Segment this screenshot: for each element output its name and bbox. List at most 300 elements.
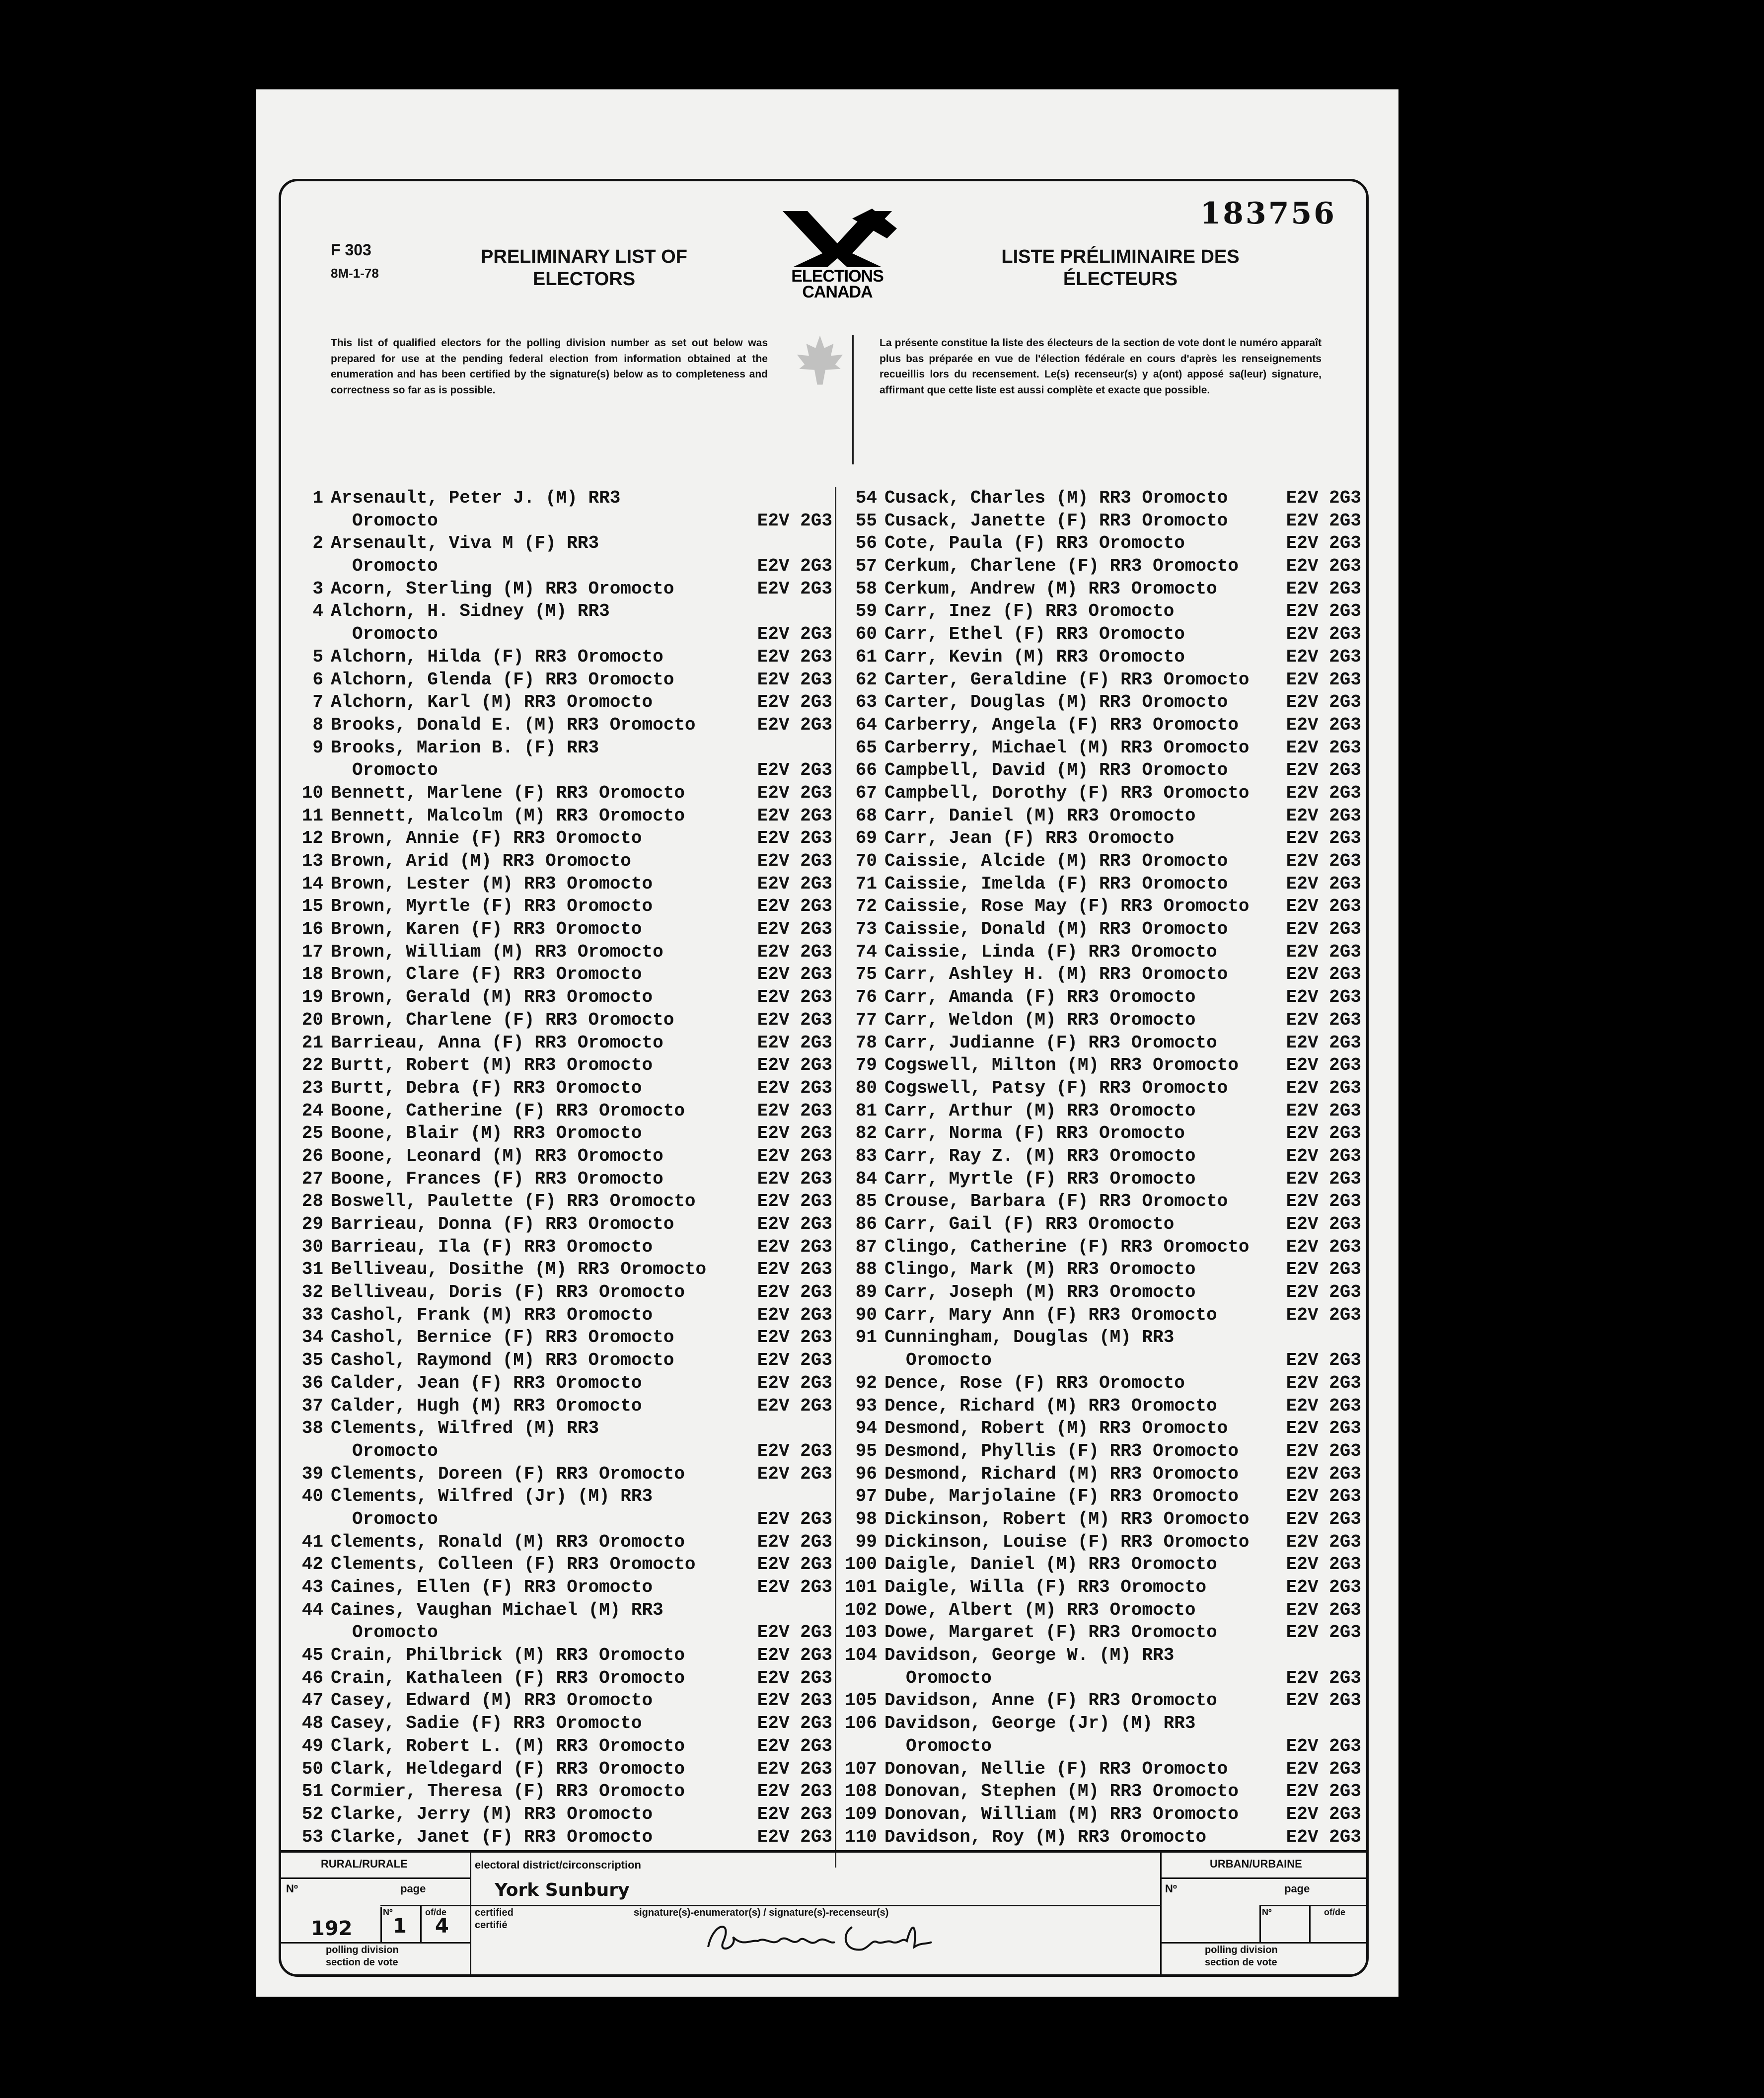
entry-line (294, 1077, 840, 1100)
postal-code: E2V 2G3 (757, 1781, 832, 1802)
entry-line (294, 691, 840, 714)
entry-line (842, 578, 1369, 600)
form-code: F 303 (331, 241, 371, 259)
elector-name: Carr, Weldon (M) RR3 Oromocto (884, 1009, 1196, 1030)
elector-name: Brown, Lester (M) RR3 Oromocto (331, 873, 653, 894)
entry-line (842, 691, 1369, 714)
elector-number: 34 (301, 1327, 323, 1348)
elector-entry (842, 1213, 1369, 1236)
postal-code: E2V 2G3 (757, 1214, 832, 1234)
elector-entry (294, 1576, 840, 1599)
postal-code: E2V 2G3 (1286, 1055, 1361, 1076)
postal-code: E2V 2G3 (1286, 1077, 1361, 1098)
urban-rule-2 (1259, 1905, 1369, 1906)
elector-entry (294, 1463, 840, 1486)
postal-code: E2V 2G3 (1286, 1486, 1361, 1507)
elector-entry (842, 1009, 1369, 1032)
postal-code: E2V 2G3 (1286, 1554, 1361, 1575)
elector-name: Davidson, George W. (M) RR3 (884, 1645, 1175, 1666)
elector-name: Brown, Annie (F) RR3 Oromocto (331, 828, 642, 849)
elector-number: 108 (845, 1781, 877, 1802)
elector-number: 75 (855, 964, 877, 985)
postal-code: E2V 2G3 (1286, 1803, 1361, 1824)
elector-entry (294, 1077, 840, 1100)
postal-code: E2V 2G3 (1286, 1236, 1361, 1257)
page-number: 1 (393, 1915, 407, 1938)
elector-entry (842, 941, 1369, 964)
elector-entry (842, 1168, 1369, 1191)
entry-line (842, 1576, 1369, 1599)
elector-entry (294, 1100, 840, 1123)
urban-vrule (1259, 1905, 1261, 1942)
entry-line (294, 805, 840, 827)
entry-line (842, 1236, 1369, 1259)
district-box: electoral district/circonscription York Sunbury certified certifié signature(s)-enumerator(s) / signature(s)-recenseur(s) (470, 1853, 1162, 1974)
entry-line (842, 669, 1369, 691)
elector-number: 63 (855, 692, 877, 713)
elector-entry (842, 1395, 1369, 1418)
elector-entry (842, 1190, 1369, 1213)
elector-number: 89 (855, 1282, 877, 1303)
enumerator-signature (703, 1912, 981, 1967)
postal-code: E2V 2G3 (757, 1735, 832, 1756)
elector-name: Caissie, Alcide (M) RR3 Oromocto (884, 851, 1228, 871)
electors-list (284, 487, 1366, 1868)
elector-entry (294, 941, 840, 964)
entry-line (842, 782, 1369, 805)
elector-number: 26 (301, 1145, 323, 1166)
elector-entry (294, 1122, 840, 1145)
elector-name: Belliveau, Doris (F) RR3 Oromocto (331, 1282, 685, 1303)
postal-code: E2V 2G3 (757, 1100, 832, 1121)
elector-name: Carr, Myrtle (F) RR3 Oromocto (884, 1168, 1196, 1189)
elector-number: 17 (301, 941, 323, 962)
entry-line (842, 555, 1369, 578)
entry-line (842, 1689, 1369, 1712)
electoral-district: York Sunbury (495, 1880, 630, 1900)
elector-entry (842, 873, 1369, 896)
postal-code: E2V 2G3 (1286, 1168, 1361, 1189)
elector-name: Burtt, Robert (M) RR3 Oromocto (331, 1055, 653, 1076)
elector-name: Casey, Sadie (F) RR3 Oromocto (331, 1713, 642, 1734)
elector-entry (842, 1758, 1369, 1781)
elector-number: 39 (301, 1463, 323, 1484)
entry-line (294, 578, 840, 600)
elector-entry (842, 600, 1369, 623)
elector-name: Caines, Ellen (F) RR3 Oromocto (331, 1577, 653, 1597)
elector-number: 31 (301, 1259, 323, 1280)
elector-address-continued: Oromocto (352, 556, 438, 577)
elector-number: 2 (312, 533, 323, 554)
postal-code: E2V 2G3 (1286, 851, 1361, 871)
intro-divider (852, 335, 854, 464)
elector-name: Carr, Gail (F) RR3 Oromocto (884, 1214, 1175, 1234)
maple-leaf-icon (793, 333, 847, 387)
elector-number: 62 (855, 669, 877, 690)
elector-entry (294, 714, 840, 737)
elector-name: Boone, Catherine (F) RR3 Oromocto (331, 1100, 685, 1121)
elector-number: 15 (301, 896, 323, 917)
elector-name: Dence, Rose (F) RR3 Oromocto (884, 1372, 1185, 1393)
rural-rule-3 (281, 1942, 470, 1944)
postal-code: E2V 2G3 (757, 578, 832, 599)
elector-number: 47 (301, 1690, 323, 1711)
postal-code: E2V 2G3 (757, 873, 832, 894)
elector-number: 95 (855, 1440, 877, 1461)
entry-line (294, 827, 840, 850)
elector-number: 84 (855, 1168, 877, 1189)
elector-number: 64 (855, 714, 877, 735)
entry-line (842, 714, 1369, 737)
postal-code: E2V 2G3 (757, 964, 832, 985)
elector-number: 80 (855, 1077, 877, 1098)
elector-name: Dence, Richard (M) RR3 Oromocto (884, 1395, 1217, 1416)
entry-line (294, 555, 840, 578)
elector-name: Clarke, Jerry (M) RR3 Oromocto (331, 1803, 653, 1824)
elector-number: 35 (301, 1350, 323, 1371)
elector-name: Cogswell, Patsy (F) RR3 Oromocto (884, 1077, 1228, 1098)
elector-number: 69 (855, 828, 877, 849)
entry-line (294, 1258, 840, 1281)
elector-entry (842, 691, 1369, 714)
elector-entry (294, 1032, 840, 1054)
elector-name: Carr, Amanda (F) RR3 Oromocto (884, 987, 1196, 1008)
postal-code: E2V 2G3 (1286, 919, 1361, 940)
entry-line (294, 1485, 840, 1508)
entry-line (842, 1803, 1369, 1826)
elector-name: Dube, Marjolaine (F) RR3 Oromocto (884, 1486, 1239, 1507)
elector-entry (842, 1531, 1369, 1554)
postal-code: E2V 2G3 (757, 896, 832, 917)
elector-number: 90 (855, 1304, 877, 1325)
postal-code: E2V 2G3 (757, 1191, 832, 1212)
elector-number: 66 (855, 760, 877, 781)
elector-name: Clark, Robert L. (M) RR3 Oromocto (331, 1735, 685, 1756)
entry-line (842, 941, 1369, 964)
elector-name: Carter, Geraldine (F) RR3 Oromocto (884, 669, 1250, 690)
elector-entry (842, 1485, 1369, 1508)
postal-code: E2V 2G3 (1286, 1531, 1361, 1552)
entry-line (842, 1485, 1369, 1508)
entry-line (294, 963, 840, 986)
elector-name: Belliveau, Dosithe (M) RR3 Oromocto (331, 1259, 707, 1280)
postal-code: E2V 2G3 (757, 1667, 832, 1688)
elector-entry (842, 1145, 1369, 1168)
urban-vrule-2 (1309, 1905, 1311, 1942)
postal-code: E2V 2G3 (1286, 578, 1361, 599)
entry-line (842, 1032, 1369, 1054)
elector-entry (842, 1576, 1369, 1599)
elector-name: Brown, Myrtle (F) RR3 Oromocto (331, 896, 653, 917)
elector-name: Arsenault, Peter J. (M) RR3 (331, 488, 621, 508)
postal-code: E2V 2G3 (1286, 1690, 1361, 1711)
elector-entry (294, 963, 840, 986)
elector-number: 60 (855, 624, 877, 645)
entry-line (294, 1054, 840, 1077)
entry-line (842, 1508, 1369, 1531)
entry-line (294, 941, 840, 964)
entry-line (842, 1009, 1369, 1032)
elector-name: Daigle, Daniel (M) RR3 Oromocto (884, 1554, 1217, 1575)
elector-name: Casey, Edward (M) RR3 Oromocto (331, 1690, 653, 1711)
elector-number: 71 (855, 873, 877, 894)
entry-line (842, 623, 1369, 646)
postal-code: E2V 2G3 (1286, 1758, 1361, 1779)
elector-number: 43 (301, 1577, 323, 1597)
elector-number: 110 (845, 1826, 877, 1847)
elector-entry (842, 1644, 1369, 1689)
elector-number: 13 (301, 851, 323, 871)
elector-name: Brooks, Marion B. (F) RR3 (331, 737, 599, 758)
elector-name: Carr, Ethel (F) RR3 Oromocto (884, 624, 1185, 645)
elector-entry (842, 895, 1369, 918)
entry-line (294, 1213, 840, 1236)
elector-entry (842, 646, 1369, 669)
postal-code: E2V 2G3 (1286, 782, 1361, 803)
elector-address-continued: Oromocto (906, 1735, 992, 1756)
elector-name: Campbell, Dorothy (F) RR3 Oromocto (884, 782, 1250, 803)
elector-number: 94 (855, 1418, 877, 1439)
postal-code: E2V 2G3 (1286, 896, 1361, 917)
elector-name: Cusack, Janette (F) RR3 Oromocto (884, 510, 1228, 531)
entry-line (842, 1326, 1369, 1349)
elector-entry (842, 1712, 1369, 1757)
elector-name: Carr, Ashley H. (M) RR3 Oromocto (884, 964, 1228, 985)
elector-address-continued: Oromocto (352, 1508, 438, 1529)
elector-name: Cerkum, Charlene (F) RR3 Oromocto (884, 556, 1239, 577)
postal-code: E2V 2G3 (1286, 714, 1361, 735)
elector-number: 52 (301, 1803, 323, 1824)
elector-entry (842, 1258, 1369, 1281)
elector-number: 91 (855, 1327, 877, 1348)
elector-number: 99 (855, 1531, 877, 1552)
polling-division-number: 192 (311, 1917, 353, 1940)
elector-name: Carr, Kevin (M) RR3 Oromocto (884, 646, 1185, 667)
elector-name: Caines, Vaughan Michael (M) RR3 (331, 1599, 663, 1620)
elector-name: Donovan, Nellie (F) RR3 Oromocto (884, 1758, 1228, 1779)
entry-line (294, 646, 840, 669)
right-column (842, 487, 1369, 1848)
entry-line (842, 1758, 1369, 1781)
elector-number: 46 (301, 1667, 323, 1688)
postal-code: E2V 2G3 (757, 1145, 832, 1166)
serial-number: 183756 (1200, 196, 1336, 231)
postal-code: E2V 2G3 (1286, 1100, 1361, 1121)
elector-name: Carr, Norma (F) RR3 Oromocto (884, 1123, 1185, 1144)
elector-number: 107 (845, 1758, 877, 1779)
elector-name: Cusack, Charles (M) RR3 Oromocto (884, 488, 1228, 508)
title-english: PRELIMINARY LIST OF ELECTORS (481, 246, 687, 290)
urban-box: URBAN/URBAINE Nº page Nº of/de polling division section de vote (1160, 1853, 1369, 1974)
elector-entry (842, 1281, 1369, 1304)
entry-line (294, 714, 840, 737)
elector-name: Cote, Paula (F) RR3 Oromocto (884, 533, 1185, 554)
urban-rule (1160, 1877, 1369, 1879)
elector-entry (842, 487, 1369, 510)
entry-line (842, 1395, 1369, 1418)
postal-code: E2V 2G3 (1286, 692, 1361, 713)
entry-line (294, 1667, 840, 1690)
elector-name: Crain, Kathaleen (F) RR3 Oromocto (331, 1667, 685, 1688)
elector-name: Boone, Frances (F) RR3 Oromocto (331, 1168, 663, 1189)
entry-line (294, 1304, 840, 1327)
elector-name: Clements, Doreen (F) RR3 Oromocto (331, 1463, 685, 1484)
elector-name: Bennett, Marlene (F) RR3 Oromocto (331, 782, 685, 803)
elector-number: 9 (312, 737, 323, 758)
elector-entry (294, 1326, 840, 1349)
postal-code: E2V 2G3 (757, 851, 832, 871)
elector-number: 79 (855, 1055, 877, 1076)
elector-entry (842, 1780, 1369, 1803)
elector-number: 59 (855, 601, 877, 622)
elector-entry (842, 1077, 1369, 1100)
elector-address-continued: Oromocto (352, 510, 438, 531)
postal-code: E2V 2G3 (1286, 1191, 1361, 1212)
elector-entry (294, 532, 840, 577)
entry-line (294, 1122, 840, 1145)
postal-code: E2V 2G3 (1286, 1418, 1361, 1439)
elector-entry (842, 1689, 1369, 1712)
elector-entry (294, 1553, 840, 1576)
elector-entry (294, 1758, 840, 1781)
entry-line (294, 1236, 840, 1259)
elector-number: 11 (301, 805, 323, 826)
postal-code: E2V 2G3 (757, 1009, 832, 1030)
entry-line (842, 1145, 1369, 1168)
entry-line (842, 600, 1369, 623)
elector-number: 54 (855, 488, 877, 508)
entry-line (842, 1304, 1369, 1327)
elector-name: Donovan, William (M) RR3 Oromocto (884, 1803, 1239, 1824)
elector-number: 27 (301, 1168, 323, 1189)
postal-code: E2V 2G3 (757, 1803, 832, 1824)
preliminary-list-form (279, 179, 1369, 1977)
postal-code: E2V 2G3 (757, 1236, 832, 1257)
elector-name: Carr, Jean (F) RR3 Oromocto (884, 828, 1175, 849)
elector-number: 40 (301, 1486, 323, 1507)
entry-line (842, 646, 1369, 669)
elector-name: Brown, Clare (F) RR3 Oromocto (331, 964, 642, 985)
elector-address-continued: Oromocto (352, 760, 438, 781)
elector-name: Desmond, Richard (M) RR3 Oromocto (884, 1463, 1239, 1484)
postal-code: E2V 2G3 (757, 1554, 832, 1575)
elector-entry (842, 827, 1369, 850)
elector-number: 30 (301, 1236, 323, 1257)
entry-line (294, 532, 840, 555)
entry-line (842, 1077, 1369, 1100)
elector-entry (294, 1667, 840, 1690)
elector-entry (842, 1326, 1369, 1371)
elector-name: Clements, Wilfred (Jr) (M) RR3 (331, 1486, 653, 1507)
postal-code: E2V 2G3 (1286, 646, 1361, 667)
elector-name: Burtt, Debra (F) RR3 Oromocto (331, 1077, 642, 1098)
entry-line (294, 1463, 840, 1486)
elector-number: 6 (312, 669, 323, 690)
elector-name: Desmond, Robert (M) RR3 Oromocto (884, 1418, 1228, 1439)
elector-name: Brooks, Donald E. (M) RR3 Oromocto (331, 714, 696, 735)
elector-entry (842, 623, 1369, 646)
entry-line (842, 1440, 1369, 1463)
postal-code: E2V 2G3 (1286, 1667, 1361, 1688)
postal-code: E2V 2G3 (757, 1508, 832, 1529)
elector-entry (842, 1032, 1369, 1054)
elector-address-continued: Oromocto (352, 1622, 438, 1643)
rural-vrule (380, 1907, 382, 1942)
elector-number: 50 (301, 1758, 323, 1779)
entry-line (294, 1440, 840, 1463)
elector-entry (294, 1599, 840, 1644)
page-total: 4 (435, 1915, 449, 1938)
elector-entry (294, 782, 840, 805)
elector-number: 23 (301, 1077, 323, 1098)
elector-number: 44 (301, 1599, 323, 1620)
elector-entry (842, 1054, 1369, 1077)
elector-number: 87 (855, 1236, 877, 1257)
elector-name: Davidson, Roy (M) RR3 Oromocto (884, 1826, 1207, 1847)
entry-line (294, 1281, 840, 1304)
elector-entry (842, 1508, 1369, 1531)
elector-name: Arsenault, Viva M (F) RR3 (331, 533, 599, 554)
elector-name: Cunningham, Douglas (M) RR3 (884, 1327, 1175, 1348)
elector-number: 101 (845, 1577, 877, 1597)
elector-name: Brown, Charlene (F) RR3 Oromocto (331, 1009, 674, 1030)
postal-code: E2V 2G3 (1286, 1259, 1361, 1280)
postal-code: E2V 2G3 (757, 714, 832, 735)
postal-code: E2V 2G3 (757, 510, 832, 531)
elector-address-continued: Oromocto (906, 1667, 992, 1688)
form-date: 8M-1-78 (331, 266, 379, 281)
postal-code: E2V 2G3 (757, 805, 832, 826)
postal-code: E2V 2G3 (1286, 1577, 1361, 1597)
entry-line (842, 1780, 1369, 1803)
entry-line (842, 1168, 1369, 1191)
elector-number: 48 (301, 1713, 323, 1734)
elector-entry (842, 1463, 1369, 1486)
postal-code: E2V 2G3 (1286, 828, 1361, 849)
document-page (256, 89, 1398, 1997)
postal-code: E2V 2G3 (1286, 1372, 1361, 1393)
elector-number: 16 (301, 919, 323, 940)
elector-entry (842, 850, 1369, 873)
postal-code: E2V 2G3 (1286, 1214, 1361, 1234)
elector-number: 49 (301, 1735, 323, 1756)
elector-entry (294, 487, 840, 532)
elector-name: Alchorn, Hilda (F) RR3 Oromocto (331, 646, 663, 667)
postal-code: E2V 2G3 (1286, 1463, 1361, 1484)
entry-line (842, 827, 1369, 850)
entry-line (842, 850, 1369, 873)
elector-number: 12 (301, 828, 323, 849)
entry-line (842, 737, 1369, 759)
elector-entry (842, 1621, 1369, 1644)
elector-entry (294, 1826, 840, 1849)
elector-name: Caissie, Linda (F) RR3 Oromocto (884, 941, 1217, 962)
left-column (294, 487, 840, 1848)
postal-code: E2V 2G3 (757, 1372, 832, 1393)
elector-entry (842, 714, 1369, 737)
elector-name: Barrieau, Ila (F) RR3 Oromocto (331, 1236, 653, 1257)
elector-entry (842, 737, 1369, 759)
postal-code: E2V 2G3 (1286, 873, 1361, 894)
postal-code: E2V 2G3 (1286, 669, 1361, 690)
elector-entry (842, 1440, 1369, 1463)
elector-name: Campbell, David (M) RR3 Oromocto (884, 760, 1228, 781)
elector-number: 73 (855, 919, 877, 940)
elector-number: 55 (855, 510, 877, 531)
entry-line (294, 918, 840, 941)
postal-code: E2V 2G3 (1286, 1826, 1361, 1847)
elector-name: Brown, Karen (F) RR3 Oromocto (331, 919, 642, 940)
